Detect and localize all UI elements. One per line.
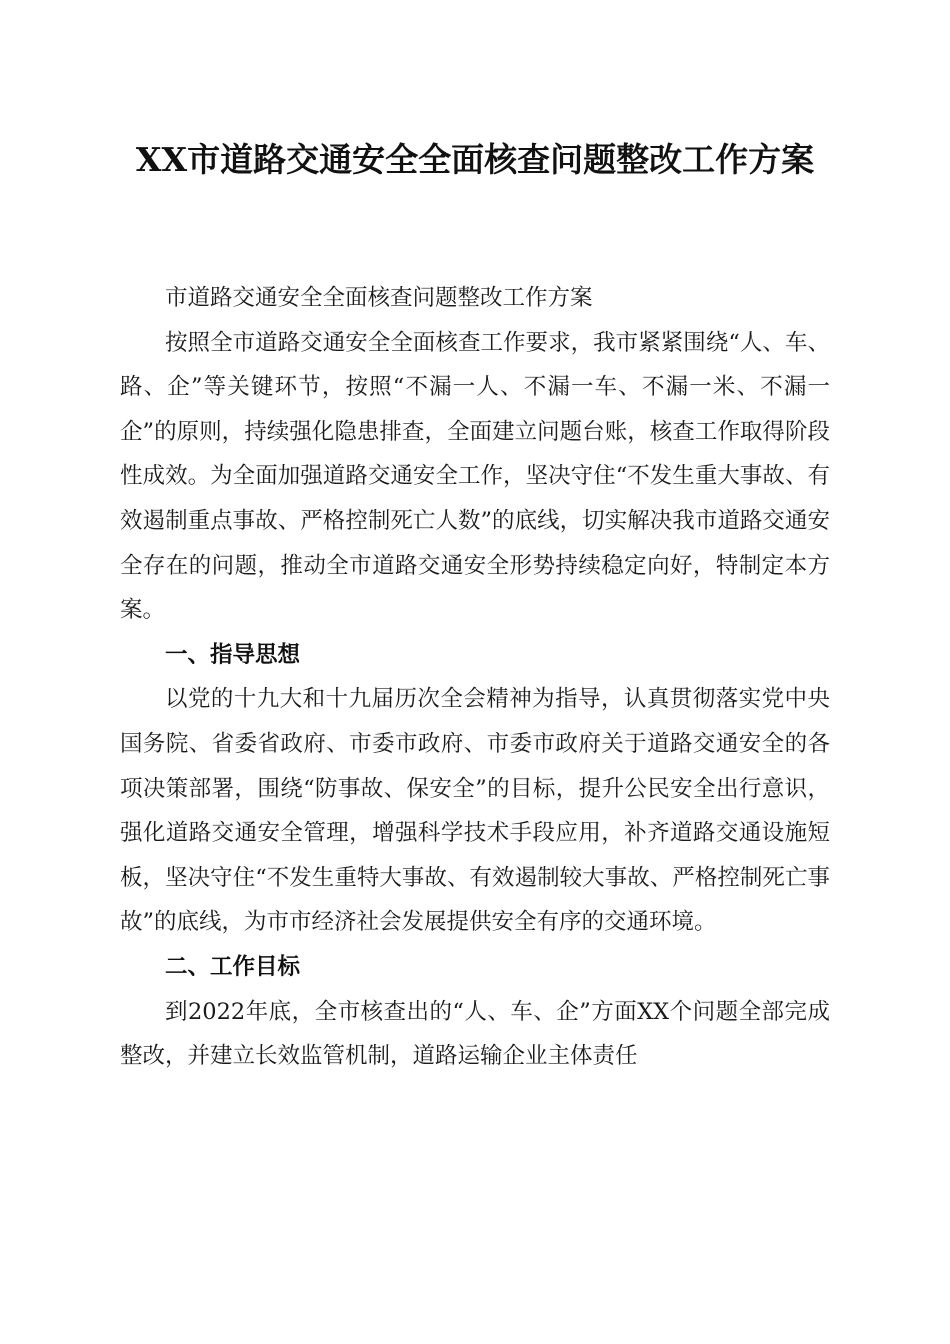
section-paragraph-work-goals: 到2022年底，全市核查出的“人、车、企”方面XX个问题全部完成整改，并建立长效监管机制，道路运输企业主体责任 — [120, 998, 830, 1070]
intro-paragraph: 按照全市道路交通安全全面核查工作要求，我市紧紧围绕“人、车、路、企”等关键环节，按照“不漏一人、不漏一车、不漏一米、不漏一企”的原则，持续强化隐患排查，全面建立问题台账，核查工作取得阶段性成效。为全面加强道路交通安全工作，坚决守住“不发生重大事故、有效遏制重点事故、严格控制死亡人数”的底线，切实解决我市道路交通安全存在的问题，推动全市道路交通安全形势持续稳定向好，特制定本方案。 — [120, 329, 830, 624]
section-paragraph-guiding-thought: 以党的十九大和十九届历次全会精神为指导，认真贯彻落实党中央国务院、省委省政府、市委市政府、市委市政府关于道路交通安全的各项决策部署，围绕“防事故、保安全”的目标，提升公民安全出行意识，强化道路交通安全管理，增强科学技术手段应用，补齐道路交通设施短板，坚决守住“不发生重特大事故、有效遏制较大事故、严格控制死亡事故”的底线，为市市经济社会发展提供安全有序的交通环境。 — [120, 686, 830, 936]
section-heading-guiding-thought: 一、指导思想 — [165, 641, 301, 668]
document-title: XX市道路交通安全全面核查问题整改工作方案 — [135, 140, 815, 179]
section-heading-work-goals: 二、工作目标 — [165, 953, 301, 980]
document-subtitle: 市道路交通安全全面核查问题整改工作方案 — [165, 285, 593, 311]
document-body — [120, 276, 830, 1079]
